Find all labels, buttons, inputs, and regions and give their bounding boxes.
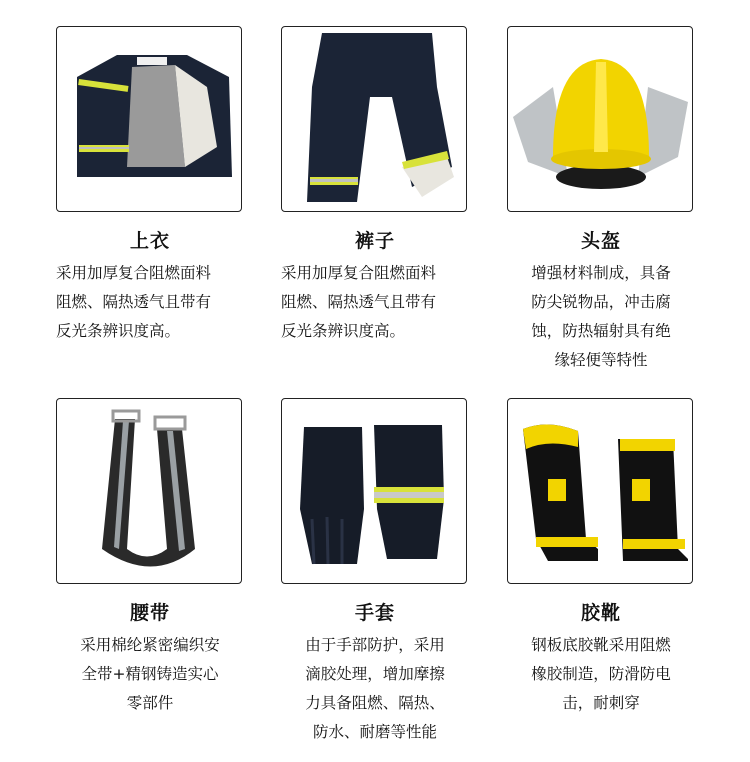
item-title: 裤子 [354, 230, 395, 252]
item-description: 采用棉纶紧密编织安 全带+精钢铸造实心 零部件 [80, 636, 220, 712]
helmet-image [507, 26, 693, 212]
jacket-image [56, 26, 242, 212]
pants-image [281, 26, 467, 212]
item-description: 采用加厚复合阻燃面料 阻燃、隔热透气且带有 反光条辨识度高。 [281, 264, 437, 340]
item-title: 手套 [354, 602, 395, 624]
product-card-belt [56, 398, 244, 718]
product-card-pants [281, 26, 469, 346]
boots-image [507, 398, 693, 584]
item-title: 腰带 [129, 602, 170, 624]
item-description: 增强材料制成，具备 防尖锐物品，冲击腐 蚀，防热辐射具有绝 缘轻便等特性 [531, 264, 671, 369]
belt-image [56, 398, 242, 584]
gloves-image [281, 398, 467, 584]
item-description: 钢板底胶靴采用阻燃 橡胶制造，防滑防电 击，耐刺穿 [531, 636, 671, 712]
product-card-boots [507, 398, 695, 718]
product-card-helmet [507, 26, 695, 375]
item-title: 胶靴 [580, 602, 621, 624]
item-description: 由于手部防护，采用 滴胶处理，增加摩擦 力具备阻燃、隔热、 防水、耐磨等性能 [305, 636, 445, 741]
item-description: 采用加厚复合阻燃面料 阻燃、隔热透气且带有 反光条辨识度高。 [56, 264, 212, 340]
product-card-gloves [281, 398, 469, 747]
item-title: 上衣 [129, 230, 170, 252]
product-card-jacket [56, 26, 244, 346]
item-title: 头盔 [580, 230, 621, 252]
